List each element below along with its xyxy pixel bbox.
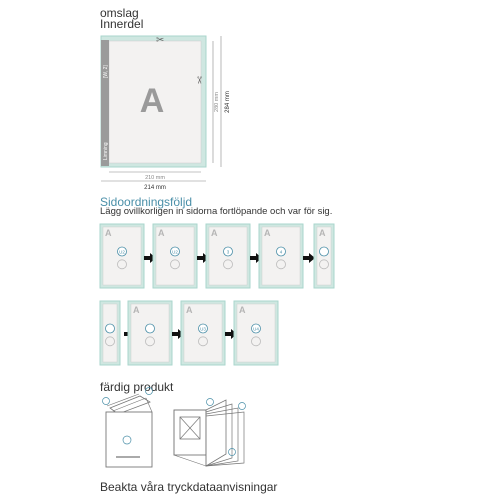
cover-heading: omslag xyxy=(100,6,139,20)
page-letter: A xyxy=(239,305,246,315)
print-data-note: Beakta våra tryckdataanvisningar xyxy=(100,480,278,494)
dim-height-inner-label: 280 mm xyxy=(214,92,220,112)
finished-product-title: färdig produkt xyxy=(100,380,174,394)
page-letter: A xyxy=(211,228,218,238)
page-number-label: U2 xyxy=(119,249,125,255)
inner-part-heading: Innerdel xyxy=(100,17,144,31)
page-number-label: 4 xyxy=(279,249,283,255)
scissors-icon: ✂ xyxy=(193,76,204,85)
page-letter: A xyxy=(133,305,140,315)
dim-width-inner-label: 210 mm xyxy=(145,175,165,181)
page-letter: A xyxy=(158,228,165,238)
open-booklet xyxy=(174,399,246,467)
spine-label-top: [W, 2] xyxy=(103,65,109,78)
dim-height-outer-label: 284 mm xyxy=(225,91,231,113)
page-number-label: U4 xyxy=(253,326,259,332)
spine-label-bottom: Limning xyxy=(103,142,109,160)
page-order-title: Sidoordningsföljd xyxy=(100,195,193,209)
page-number-label: U2 xyxy=(172,249,178,255)
page-number-label: 3 xyxy=(226,249,230,255)
page-letter: A xyxy=(264,228,271,238)
page-letter: A xyxy=(105,228,112,238)
scissors-icon: ✂ xyxy=(156,35,165,46)
page-order-instruction: Lägg ovillkorligen in sidorna fortlöpande och var för sig. xyxy=(100,206,333,217)
cover-letter: A xyxy=(139,82,165,120)
page-letter: A xyxy=(319,228,326,238)
page-number-label: U3 xyxy=(200,326,206,332)
dim-width-outer-label: 214 mm xyxy=(144,185,166,191)
page-letter: A xyxy=(186,305,193,315)
closed-booklet xyxy=(103,388,153,468)
